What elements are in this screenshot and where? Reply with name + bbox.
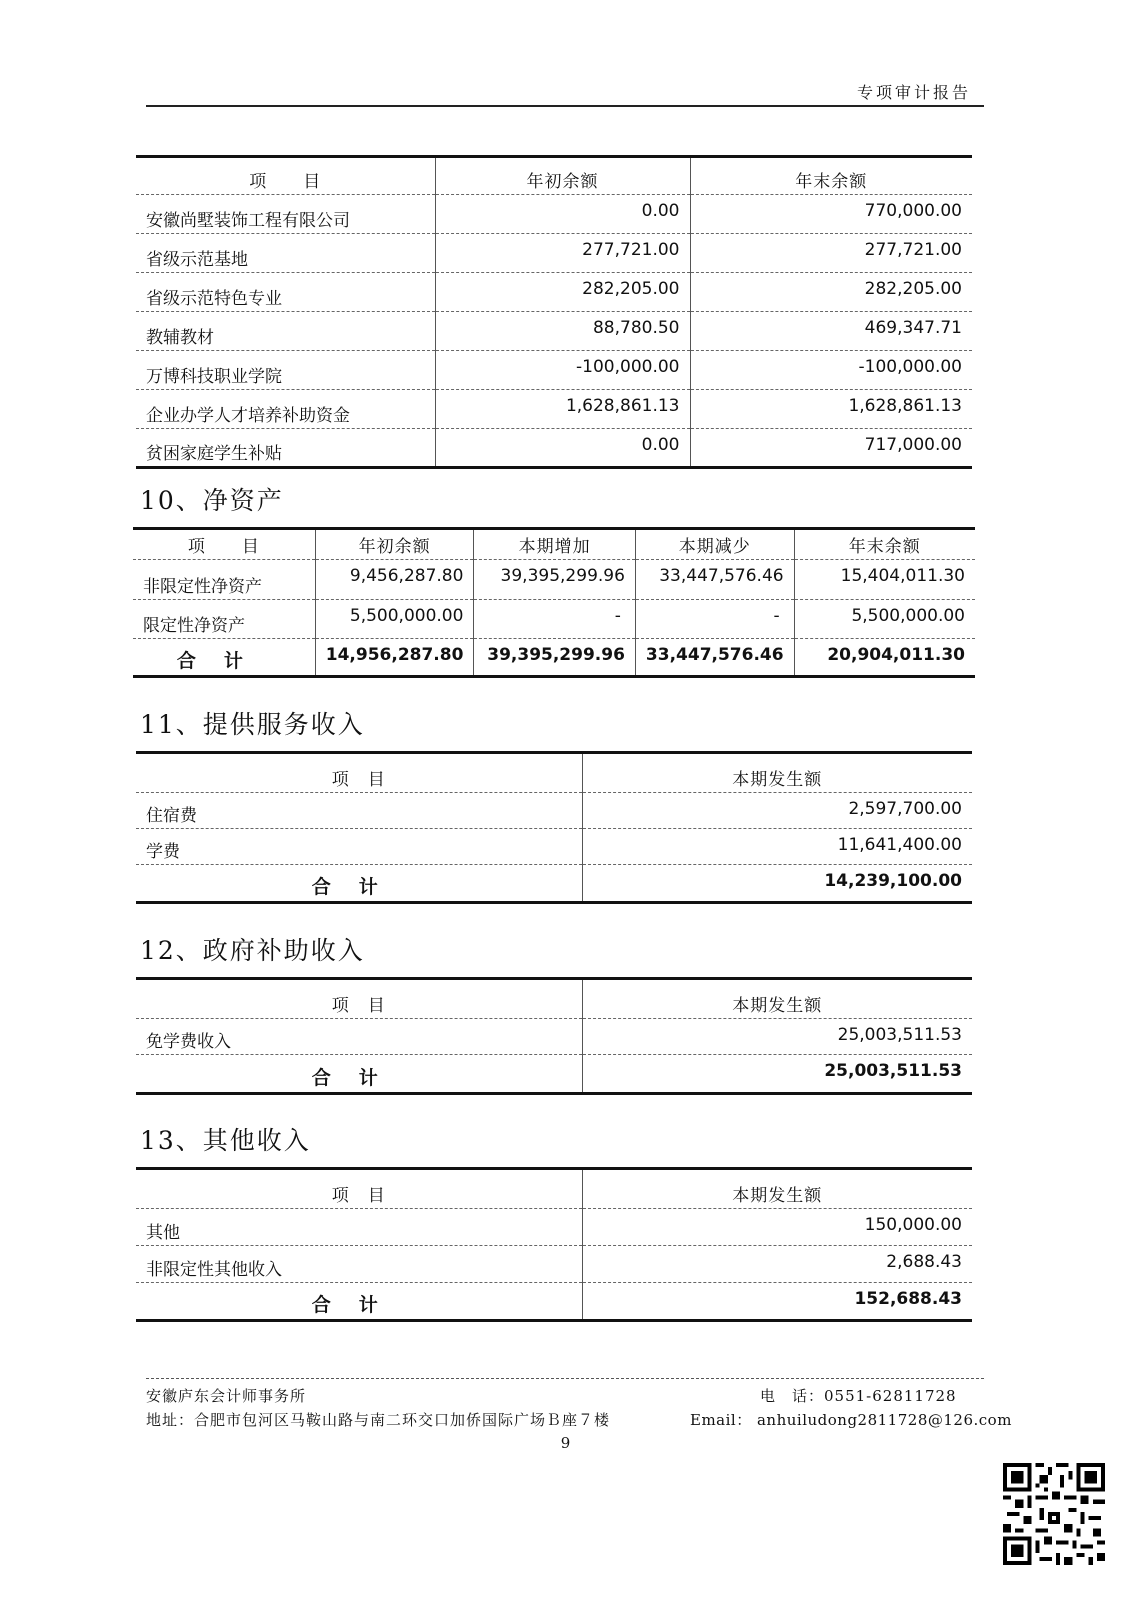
section-title-service-income: 11、提供服务收入 — [140, 710, 365, 739]
report-header-title: 专项审计报告 — [856, 83, 971, 102]
qr-code-icon — [1003, 1462, 1105, 1566]
row-closing: 469,347.71 — [690, 312, 972, 351]
row-opening: 0.00 — [435, 195, 690, 234]
row-closing: 1,628,861.13 — [690, 390, 972, 429]
page-number: 9 — [560, 1434, 571, 1452]
table-row — [133, 560, 975, 600]
table-net-assets — [133, 527, 975, 678]
row-amount: 11,641,400.00 — [582, 829, 972, 865]
footer-divider — [146, 1378, 984, 1379]
total-increase: 39,395,299.96 — [474, 639, 635, 677]
col-header-item: 项 目 — [136, 157, 435, 195]
total-amount: 25,003,511.53 — [582, 1055, 972, 1094]
section-title-other-income: 13、其他收入 — [140, 1126, 311, 1155]
row-name: 贫困家庭学生补贴 — [136, 429, 435, 468]
table-row — [136, 829, 972, 865]
row-name: 限定性净资产 — [133, 600, 315, 639]
table-row — [136, 390, 972, 429]
col-header-item: 项 目 — [133, 529, 315, 560]
footer-phone: 电 话：0551-62811728 — [760, 1387, 957, 1405]
table-row — [136, 1019, 972, 1055]
row-increase: 39,395,299.96 — [474, 560, 635, 600]
table-row — [136, 1209, 972, 1246]
total-closing: 20,904,011.30 — [794, 639, 975, 677]
col-header-amount: 本期发生额 — [582, 753, 972, 793]
table-row — [136, 793, 972, 829]
row-closing: 282,205.00 — [690, 273, 972, 312]
row-closing: 770,000.00 — [690, 195, 972, 234]
row-name: 免学费收入 — [136, 1019, 582, 1055]
row-closing: -100,000.00 — [690, 351, 972, 390]
row-amount: 2,688.43 — [582, 1246, 972, 1283]
table-total-row — [136, 1055, 972, 1094]
footer-address: 地址：合肥市包河区马鞍山路与南二环交口加侨国际广场Ｂ座７楼 — [146, 1411, 611, 1429]
table-total-row — [136, 865, 972, 903]
col-header-amount: 本期发生额 — [582, 1169, 972, 1209]
total-amount: 14,239,100.00 — [582, 865, 972, 903]
table-row — [136, 195, 972, 234]
table-row — [136, 1246, 972, 1283]
total-decrease: 33,447,576.46 — [635, 639, 794, 677]
row-opening: -100,000.00 — [435, 351, 690, 390]
col-header-increase: 本期增加 — [474, 529, 635, 560]
col-header-item: 项 目 — [136, 979, 582, 1019]
total-label: 合计 — [136, 865, 582, 903]
row-name: 住宿费 — [136, 793, 582, 829]
table-row — [136, 429, 972, 468]
row-name: 省级示范特色专业 — [136, 273, 435, 312]
row-name: 万博科技职业学院 — [136, 351, 435, 390]
section-title-government-subsidy: 12、政府补助收入 — [140, 936, 365, 965]
footer-firm-name: 安徽庐东会计师事务所 — [146, 1387, 307, 1405]
row-opening: 282,205.00 — [435, 273, 690, 312]
row-name: 安徽尚墅装饰工程有限公司 — [136, 195, 435, 234]
table-other-income — [136, 1167, 972, 1322]
row-opening: 1,628,861.13 — [435, 390, 690, 429]
table-row — [136, 351, 972, 390]
row-amount: 25,003,511.53 — [582, 1019, 972, 1055]
col-header-item: 项 目 — [136, 753, 582, 793]
row-name: 省级示范基地 — [136, 234, 435, 273]
table-government-subsidy — [136, 977, 972, 1095]
row-name: 学费 — [136, 829, 582, 865]
row-amount: 150,000.00 — [582, 1209, 972, 1246]
row-decrease: 33,447,576.46 — [635, 560, 794, 600]
col-header-closing: 年末余额 — [794, 529, 975, 560]
row-name: 教辅教材 — [136, 312, 435, 351]
col-header-decrease: 本期减少 — [635, 529, 794, 560]
table-row — [136, 273, 972, 312]
total-amount: 152,688.43 — [582, 1283, 972, 1321]
row-closing: 15,404,011.30 — [794, 560, 975, 600]
table-row — [136, 234, 972, 273]
col-header-opening: 年初余额 — [315, 529, 474, 560]
row-opening: 9,456,287.80 — [315, 560, 474, 600]
col-header-closing: 年末余额 — [690, 157, 972, 195]
col-header-opening: 年初余额 — [435, 157, 690, 195]
row-amount: 2,597,700.00 — [582, 793, 972, 829]
footer-email: Email： anhuiludong2811728@126.com — [690, 1411, 1012, 1429]
row-decrease: - — [635, 600, 794, 639]
table-total-row — [136, 1283, 972, 1321]
table-balance-continued — [136, 155, 972, 469]
row-opening: 88,780.50 — [435, 312, 690, 351]
row-name: 企业办学人才培养补助资金 — [136, 390, 435, 429]
row-closing: 277,721.00 — [690, 234, 972, 273]
row-name: 非限定性其他收入 — [136, 1246, 582, 1283]
row-opening: 0.00 — [435, 429, 690, 468]
row-name: 非限定性净资产 — [133, 560, 315, 600]
total-label: 合计 — [133, 639, 315, 677]
total-opening: 14,956,287.80 — [315, 639, 474, 677]
col-header-item: 项 目 — [136, 1169, 582, 1209]
table-service-income — [136, 751, 972, 904]
row-name: 其他 — [136, 1209, 582, 1246]
row-opening: 277,721.00 — [435, 234, 690, 273]
table-row — [136, 312, 972, 351]
row-opening: 5,500,000.00 — [315, 600, 474, 639]
table-row — [133, 600, 975, 639]
table-total-row — [133, 639, 975, 677]
header-divider — [146, 105, 984, 107]
row-closing: 717,000.00 — [690, 429, 972, 468]
section-title-net-assets: 10、净资产 — [140, 486, 284, 515]
col-header-amount: 本期发生额 — [582, 979, 972, 1019]
row-closing: 5,500,000.00 — [794, 600, 975, 639]
row-increase: - — [474, 600, 635, 639]
total-label: 合计 — [136, 1283, 582, 1321]
total-label: 合计 — [136, 1055, 582, 1094]
